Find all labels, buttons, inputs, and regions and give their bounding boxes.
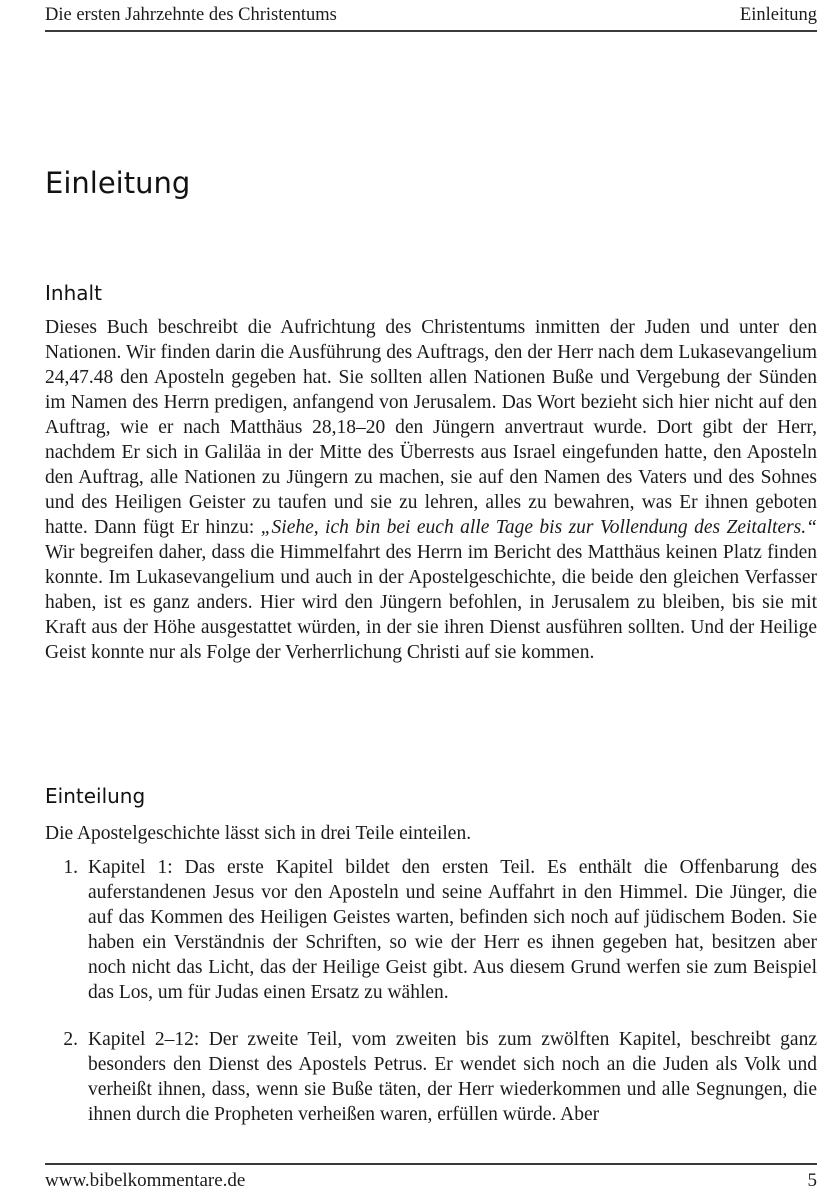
list-item-2	[45, 1027, 817, 1127]
page-header	[45, 5, 817, 32]
numbered-list	[45, 855, 817, 1127]
footer-page-number: 5	[807, 1170, 817, 1191]
page-title: Einleitung	[45, 166, 191, 200]
list-item-1-text: Kapitel 1: Das erste Kapitel bildet den ersten Teil. Es enthält die Offenbarung des auferstandenen Jesus vor den Aposteln und seine Auffahrt in den Himmel. Die Jünger, die auf das Kommen des Heiligen Geistes warten, befinden sich noch auf jüdischem Boden. Sie haben ein Verständnis der Schriften, so wie der Herr es ihnen gegeben hat, besitzen aber noch nicht das Licht, das der Heilige Geist gibt. Aus diesem Grund werfen sie zum Beispiel das Los, um für Judas einen Ersatz zu wählen.	[88, 857, 817, 1003]
paragraph-run-1: Dieses Buch beschreibt die Aufrichtung des Christentums inmitten der Juden und unter den Nationen. Wir finden darin die Ausführung des Auftrags, den der Herr nach dem Lukasevangelium 24,47.48 den Aposteln gegeben hat. Sie sollten allen Nationen Buße und Vergebung der Sünden im Namen des Herrn predigen, anfangend von Jerusalem. Das Wort bezieht sich hier nicht auf den Auftrag, wie er nach Matthäus 28,18–20 den Jüngern anvertraut wurde. Dort gibt der Herr, nachdem Er sich in Galiläa in der Mitte des Überrests aus Israel eingefunden hatte, den Aposteln den Auftrag, alle Nationen zu Jüngern zu machen, sie auf den Namen des Vaters und des Sohnes und des Heiligen Geister zu taufen und sie zu lehren, alles zu bewahren, was Er ihnen geboten hatte. Dann fügt Er hinzu:	[45, 317, 817, 538]
section-einteilung	[45, 784, 817, 1127]
inhalt-paragraph	[45, 315, 817, 665]
page-footer	[45, 1163, 817, 1192]
scripture-quote: „Siehe, ich bin bei euch alle Tage bis zur Vollendung des Zeitalters.“	[260, 517, 817, 538]
paragraph-run-2: Wir begreifen daher, dass die Himmelfahrt des Herrn im Bericht des Matthäus keinen Platz finden konnte. Im Lukasevangelium und auch in der Apostelgeschichte, die beide den gleichen Verfasser haben, ist es ganz anders. Hier wird den Jüngern befohlen, in Jerusalem zu bleiben, bis sie mit Kraft aus der Höhe ausgestattet würden, in der sie ihren Dienst ausführen sollten. Und der Heilige Geist konnte nur als Folge der Verherrlichung Christi auf sie kommen.	[45, 542, 817, 663]
footer-website: www.bibelkommentare.de	[45, 1170, 246, 1191]
section-heading-einteilung: Einteilung	[45, 784, 146, 808]
einteilung-intro: Die Apostelgeschichte lässt sich in drei Teile einteilen.	[45, 823, 472, 844]
list-item-1	[45, 855, 817, 1005]
list-item-1-number: 1.	[63, 857, 78, 878]
section-inhalt	[45, 281, 817, 665]
running-head-book-title: Die ersten Jahrzehnte des Christentums	[45, 5, 337, 25]
running-head-chapter: Einleitung	[739, 5, 817, 25]
list-item-2-number: 2.	[63, 1029, 78, 1050]
section-heading-inhalt: Inhalt	[45, 281, 102, 305]
list-item-2-text: Kapitel 2–12: Der zweite Teil, vom zweiten bis zum zwölften Kapitel, beschreibt ganz besonders den Dienst des Apostels Petrus. Er wendet sich noch an die Juden als Volk und verheißt ihnen, dass, wenn sie Buße täten, der Herr wiederkommen und alle Segnungen, die ihnen durch die Propheten verheißen waren, erfüllen würde. Aber	[88, 1029, 817, 1125]
